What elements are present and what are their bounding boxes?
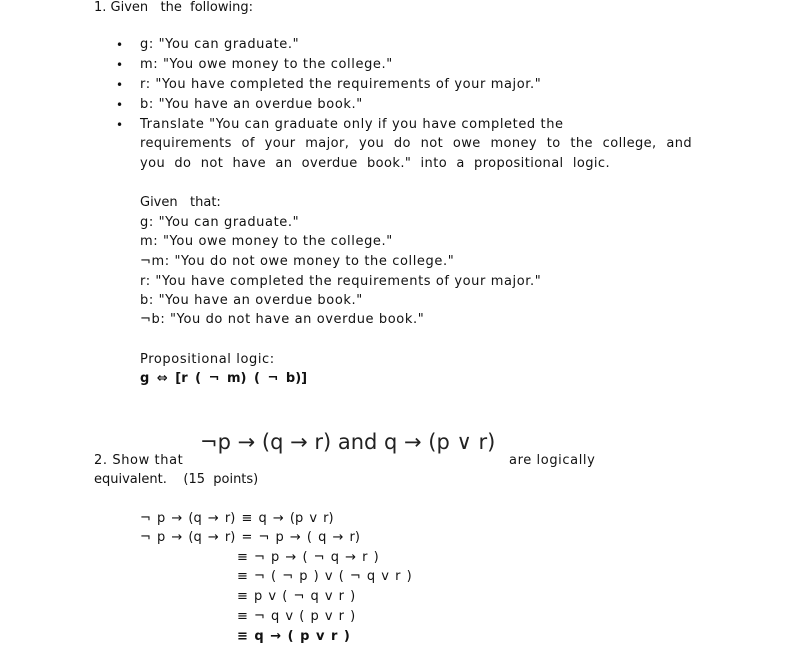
question-2-formula-image: ¬p → (q → r) and q → (p ∨ r) — [200, 430, 496, 454]
given-line-not-m: ¬m: "You do not owe money to the college." — [140, 254, 455, 269]
translate-line-3: you do not have an overdue book." into a propositional logic. — [140, 156, 610, 171]
bullet-dot: • — [116, 38, 124, 52]
question-2-prefix: 2. Show that — [94, 453, 184, 468]
bullet-b: b: "You have an overdue book." — [140, 97, 363, 112]
given-line-r: r: "You have completed the requirements of your major." — [140, 274, 542, 289]
bullet-m: m: "You owe money to the college." — [140, 57, 393, 72]
given-line-not-b: ¬b: "You do not have an overdue book." — [140, 312, 425, 327]
proof-step-3: ≡ ¬ ( ¬ p ) v ( ¬ q v r ) — [237, 569, 412, 584]
bullet-dot: • — [116, 98, 124, 112]
propositional-logic-formula: g ⇔ [r ( ¬ m) ( ¬ b)] — [140, 371, 308, 386]
given-line-b: b: "You have an overdue book." — [140, 293, 363, 308]
given-line-g: g: "You can graduate." — [140, 215, 300, 230]
translate-line-2: requirements of your major, you do not owe money to the college, and — [140, 136, 692, 151]
propositional-logic-heading: Propositional logic: — [140, 352, 275, 367]
question-2-suffix: are logically — [509, 453, 596, 468]
given-heading: Given that: — [140, 195, 221, 210]
bullet-dot: • — [116, 118, 124, 132]
proof-step-1: ¬ p → (q → r) = ¬ p → ( q → r) — [140, 530, 360, 545]
proof-step-2: ≡ ¬ p → ( ¬ q → r ) — [237, 550, 379, 565]
question-2-line-2: equivalent. (15 points) — [94, 472, 259, 487]
translate-line-1: Translate "You can graduate only if you have completed the — [140, 117, 564, 132]
bullet-r: r: "You have completed the requirements of your major." — [140, 77, 542, 92]
bullet-dot: • — [116, 58, 124, 72]
bullet-dot: • — [116, 78, 124, 92]
proof-statement: ¬ p → (q → r) ≡ q → (p v r) — [140, 511, 334, 526]
proof-step-4: ≡ p v ( ¬ q v r ) — [237, 589, 356, 604]
question-1-heading: 1. Given the following: — [94, 0, 253, 15]
proof-step-6: ≡ q → ( p v r ) — [237, 629, 350, 644]
bullet-g: g: "You can graduate." — [140, 37, 300, 52]
proof-step-5: ≡ ¬ q v ( p v r ) — [237, 609, 356, 624]
given-line-m: m: "You owe money to the college." — [140, 234, 393, 249]
